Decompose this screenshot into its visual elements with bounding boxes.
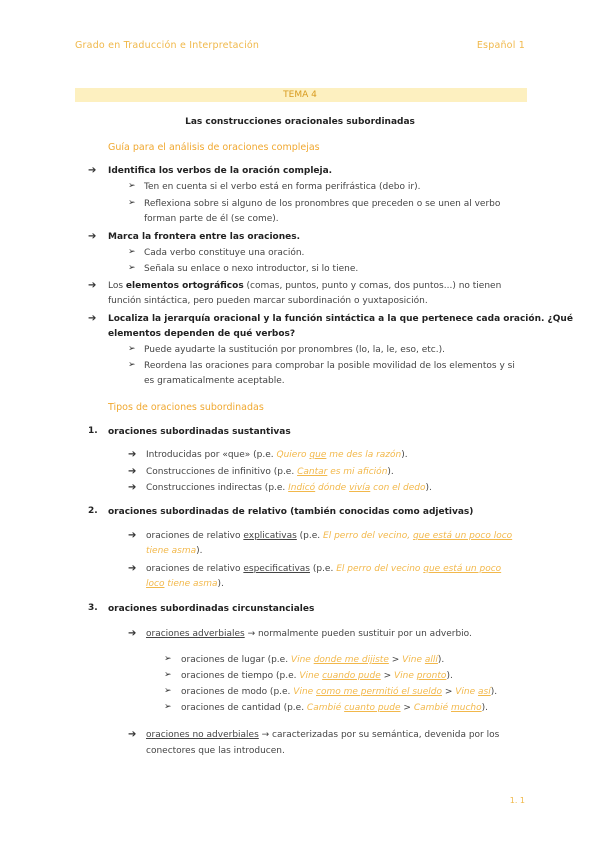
section-heading-guia: Guía para el análisis de oraciones complejas xyxy=(108,142,320,153)
sub-bullet-cont: forman parte de él (se come). xyxy=(144,214,279,224)
example-que: Introducidas por «que» (p.e. Quiero que me des la razón). xyxy=(146,450,408,460)
adverbial-tiempo: oraciones de tiempo (p.e. Vine cuando pude > Vine pronto). xyxy=(181,671,453,681)
sub-bullet: Cada verbo constituye una oración. xyxy=(144,248,305,258)
arrow-icon: ➔ xyxy=(128,628,137,639)
arrow-icon: ➔ xyxy=(88,231,97,242)
adverbial-cantidad: oraciones de cantidad (p.e. Cambié cuanto pude > Cambié mucho). xyxy=(181,703,489,713)
arrow-icon: ➔ xyxy=(128,530,137,541)
sub-bullet: Reflexiona sobre si alguno de los pronombres que preceden o se unen al verbo xyxy=(144,199,501,209)
triangle-bullet-icon: ➢ xyxy=(128,360,136,370)
bullet-no-adverbiales: oraciones no adverbiales → caracterizadas por su semántica, devenida por los xyxy=(146,730,500,740)
bullet-localiza-cont: elementos dependen de qué verbos? xyxy=(108,329,296,339)
example-especificativas: oraciones de relativo especificativas (p.e. El perro del vecino que está un poco xyxy=(146,564,502,574)
triangle-bullet-icon: ➢ xyxy=(164,702,172,712)
numbered-heading-circunstanciales: oraciones subordinadas circunstanciales xyxy=(108,604,315,614)
triangle-bullet-icon: ➢ xyxy=(128,263,136,273)
example-especificativas-cont: loco tiene asma). xyxy=(146,579,224,589)
list-number: 1. xyxy=(88,426,98,436)
bullet-marca: Marca la frontera entre las oraciones. xyxy=(108,232,301,242)
adverbial-modo: oraciones de modo (p.e. Vine como me permitió el sueldo > Vine así). xyxy=(181,687,498,697)
arrow-icon: ➔ xyxy=(88,165,97,176)
page-title: Las construcciones oracionales subordinadas xyxy=(185,117,415,127)
arrow-icon: ➔ xyxy=(128,563,137,574)
page-number: 1. 1 xyxy=(509,796,525,805)
header-subject: Español 1 xyxy=(476,40,525,51)
triangle-bullet-icon: ➢ xyxy=(128,247,136,257)
arrow-icon: ➔ xyxy=(88,313,97,324)
bullet-identifica: Identifica los verbos de la oración compleja. xyxy=(108,166,333,176)
header-course: Grado en Traducción e Interpretación xyxy=(75,40,260,51)
sub-bullet: Reordena las oraciones para comprobar la posible movilidad de los elementos y si xyxy=(144,361,515,371)
sub-bullet: Ten en cuenta si el verbo está en forma perifrástica (debo ir). xyxy=(144,182,421,192)
bullet-localiza: Localiza la jerarquía oracional y la función sintáctica a la que pertenece cada oración. ¿Qué xyxy=(108,314,573,324)
example-indirectas: Construcciones indirectas (p.e. Indicó dónde vivía con el dedo). xyxy=(146,483,432,493)
bullet-elementos-cont: función sintáctica, pero pueden marcar subordinación o yuxtaposición. xyxy=(108,296,428,306)
bullet-elementos: Los elementos ortográficos (comas, puntos, punto y comas, dos puntos...) no tienen xyxy=(108,281,502,291)
triangle-bullet-icon: ➢ xyxy=(164,670,172,680)
arrow-icon: ➔ xyxy=(88,280,97,291)
adverbial-lugar: oraciones de lugar (p.e. Vine donde me dijiste > Vine allí). xyxy=(181,655,445,665)
example-infinitivo: Construcciones de infinitivo (p.e. Cantar es mi afición). xyxy=(146,467,394,477)
triangle-bullet-icon: ➢ xyxy=(128,344,136,354)
sub-bullet: Señala su enlace o nexo introductor, si lo tiene. xyxy=(144,264,359,274)
arrow-icon: ➔ xyxy=(128,466,137,477)
arrow-icon: ➔ xyxy=(128,449,137,460)
triangle-bullet-icon: ➢ xyxy=(128,181,136,191)
triangle-bullet-icon: ➢ xyxy=(128,198,136,208)
bullet-adverbiales: oraciones adverbiales → normalmente pueden sustituir por un adverbio. xyxy=(146,629,472,639)
sub-bullet-cont: es gramaticalmente aceptable. xyxy=(144,376,285,386)
numbered-heading-relativo: oraciones subordinadas de relativo (también conocidas como adjetivas) xyxy=(108,507,474,517)
numbered-heading-sustantivas: oraciones subordinadas sustantivas xyxy=(108,427,291,437)
arrow-icon: ➔ xyxy=(128,729,137,740)
triangle-bullet-icon: ➢ xyxy=(164,654,172,664)
example-explicativas-cont: tiene asma). xyxy=(146,546,203,556)
section-heading-tipos: Tipos de oraciones subordinadas xyxy=(108,402,264,413)
tema-label: TEMA 4 xyxy=(283,90,317,100)
bullet-no-adverbiales-cont: conectores que las introducen. xyxy=(146,746,285,756)
example-explicativas: oraciones de relativo explicativas (p.e. El perro del vecino, que está un poco loco xyxy=(146,531,513,541)
sub-bullet: Puede ayudarte la sustitución por pronombres (lo, la, le, eso, etc.). xyxy=(144,345,445,355)
triangle-bullet-icon: ➢ xyxy=(164,686,172,696)
arrow-icon: ➔ xyxy=(128,482,137,493)
list-number: 2. xyxy=(88,506,98,516)
list-number: 3. xyxy=(88,603,98,613)
